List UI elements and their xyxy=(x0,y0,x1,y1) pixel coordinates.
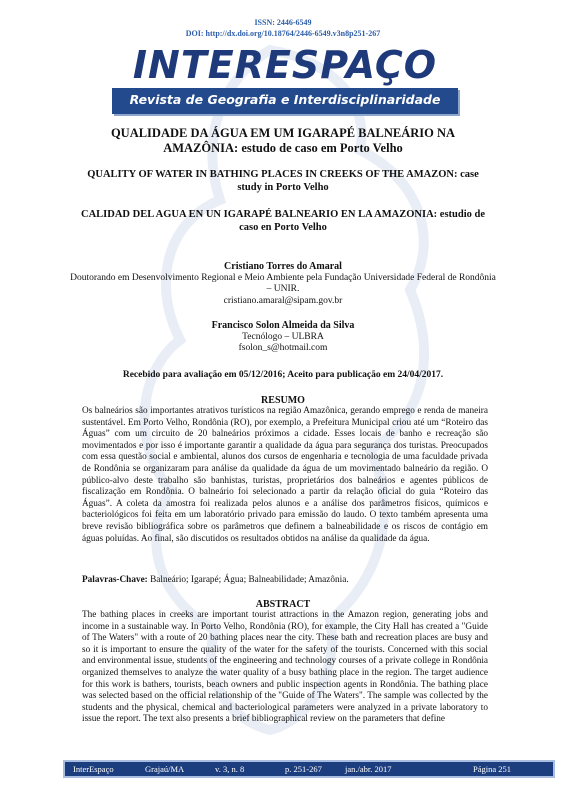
title-spanish: CALIDAD DEL AGUA EN UN IGARAPÉ BALNEARIO EN LA AMAZONIA: estudio de caso en Porto Velho xyxy=(80,209,485,233)
author-block xyxy=(70,261,496,307)
author-affiliation: Doutorando em Desenvolvimento Regional e Meio Ambiente pela Fundação Universidade Federal de Rondônia – UNIR. xyxy=(70,272,496,294)
author-affiliation: Tecnólogo – ULBRA xyxy=(242,331,324,342)
keywords xyxy=(82,575,488,585)
keywords-label: Palavras-Chave: xyxy=(82,575,148,585)
logo-wordmark: INTERESPAÇO xyxy=(132,43,438,87)
footer-journal: InterEspaço xyxy=(73,764,114,774)
title-portuguese: QUALIDADE DA ÁGUA EM UM IGARAPÉ BALNEÁRIO NA AMAZÔNIA: estudo de caso em Porto Velho xyxy=(110,126,456,155)
resumo-heading: RESUMO xyxy=(261,395,305,406)
issn: ISSN: 2446-6549 xyxy=(254,18,312,27)
author-name: Francisco Solon Almeida da Silva xyxy=(211,320,355,331)
footer-date: jan./abr. 2017 xyxy=(345,764,392,774)
abstract-text: The bathing places in creeks are important tourist attractions in the Amazon region, generating jobs and income in a sustainable way. In Porto Velho, Rondônia (RO), for example, the City Hall has created a "Guide of The Waters" with a route of 20 bathing places near the city. These bath and recreation places are busy and so it is important to ensure the quality of the water for the safety of the tourists. Concerned with this social and environmental issue, students of the engineering and technology courses of a private college in Rondônia organized themselves to analyze the water quality of a busy bathing place in the region. The target audience for this work is bathers, tourists, beach owners and public inspection agents in Rondônia. The bathing place was selected based on the official relationship of the "Guide of The Waters". The sample was collected by the students and the physical, chemical and bacteriological parameters were analyzed in a private laboratory to issue the report. The text also presents a brief bibliographical review on the parameters that define xyxy=(82,610,488,725)
footer-pages: p. 251-267 xyxy=(285,764,322,774)
logo-subtitle: Revista de Geografia e Interdisciplinaridade xyxy=(129,92,441,107)
received-date: Recebido para avaliação em 05/12/2016; Aceito para publicação em 24/04/2017. xyxy=(122,370,444,380)
page-footer xyxy=(63,760,555,778)
title-english: QUALITY OF WATER IN BATHING PLACES IN CREEKS OF THE AMAZON: case study in Porto Velho xyxy=(87,169,479,193)
resumo-text: Os balneários são importantes atrativos turísticos na região Amazônica, gerando emprego e renda de maneira sustentável. Em Porto Velho, Rondônia (RO), por exemplo, a Prefeitura Municipal criou até um “Roteiro das Águas” com um circuito de 20 balneários próximos a cidade. Esses locais de banho e recreação são movimentados e por isso é importante garantir a qualidade da água para segurança dos turistas. Preocupados com essa questão social e ambiental, alunos dos cursos de engenharia e tecnologia de uma faculdade privada de Rondônia se organizaram para análise da qualidade da água de um movimentado balneário da região. O público-alvo deste trabalho são banhistas, turistas, proprietários dos balneários e agentes públicos de fiscalização em Rondônia. O balneário foi selecionado a partir da relação oficial do guia “Roteiro das Águas”. A coleta da amostra foi realizada pelos alunos e a análise dos parâmetros físicos, químicos e bacteriológicos foi feita em um laboratório privado para emissão do laudo. O texto também apresenta uma breve revisão bibliográfica sobre os parâmetros que definem a balneabilidade e os riscos de contágio em águas poluídas. Ao final, são discutidos os resultados obtidos na análise da qualidade da água. xyxy=(82,406,488,544)
footer-page-number: Página 251 xyxy=(472,764,511,774)
footer-place: Grajaú/MA xyxy=(145,764,185,774)
author-email[interactable]: cristiano.amaral@sipam.gov.br xyxy=(223,295,343,306)
footer-volume: v. 3, n. 8 xyxy=(215,764,245,774)
doi-link[interactable]: DOI: http://dx.doi.org/10.18764/2446-6549.v3n8p251-267 xyxy=(185,29,381,38)
abstract-heading: ABSTRACT xyxy=(255,599,311,610)
author-block xyxy=(70,320,496,355)
keywords-text: Balneário; Igarapé; Água; Balneabilidade; Amazônia. xyxy=(147,575,349,585)
journal-logo xyxy=(112,42,458,116)
author-email[interactable]: fsolon_s@hotmail.com xyxy=(238,343,328,353)
author-name: Cristiano Torres do Amaral xyxy=(224,261,342,272)
